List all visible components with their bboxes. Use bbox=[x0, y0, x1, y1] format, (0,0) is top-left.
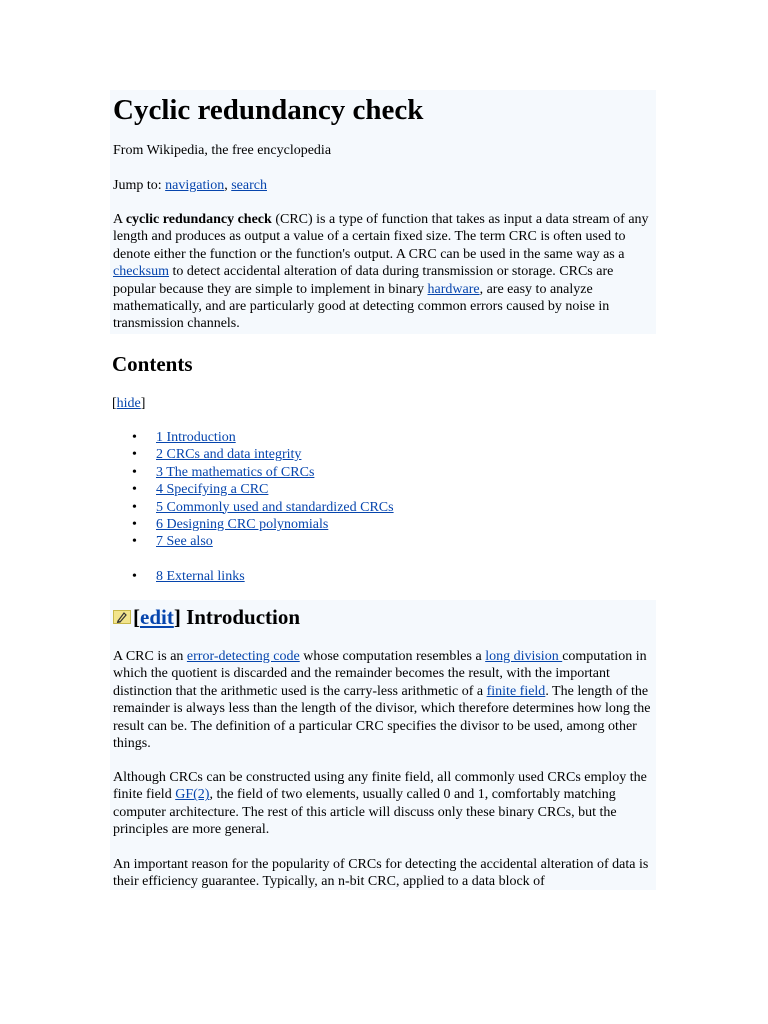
toc-item bbox=[113, 516, 394, 533]
toc-item bbox=[113, 499, 394, 516]
toc-link-external-links[interactable]: 8 External links bbox=[156, 568, 245, 584]
p1-text-3: computation in which the quotient is discarded and the remainder becomes the result, with the important distinction that the arithmetic used is the carry-less arithmetic of a bbox=[113, 649, 647, 699]
contents-toggle bbox=[112, 395, 145, 412]
section-title: Introduction bbox=[180, 605, 301, 629]
bullet-icon: • bbox=[132, 499, 137, 515]
bullet-icon: • bbox=[132, 464, 137, 480]
introduction-heading bbox=[113, 603, 300, 631]
intro-text-1: A bbox=[113, 212, 126, 227]
navigation-link[interactable]: navigation bbox=[165, 178, 225, 193]
search-link[interactable]: search bbox=[231, 178, 267, 193]
edit-section-link[interactable]: edit bbox=[140, 605, 174, 629]
site-subtitle: From Wikipedia, the free encyclopedia bbox=[113, 143, 332, 158]
toc-item bbox=[113, 446, 394, 463]
toc-item bbox=[113, 533, 394, 550]
intro-bold-term: cyclic redundancy check bbox=[125, 212, 272, 227]
p1-text-2: whose computation resembles a bbox=[299, 649, 486, 664]
jump-to-links bbox=[113, 177, 267, 194]
toc-link-designing[interactable]: 6 Designing CRC polynomials bbox=[156, 516, 329, 532]
bullet-icon: • bbox=[132, 447, 137, 463]
page-title: Cyclic redundancy check bbox=[113, 94, 424, 126]
intro-paragraph bbox=[113, 211, 658, 333]
introduction-paragraph-1 bbox=[113, 648, 658, 752]
jump-prefix: Jump to: bbox=[113, 178, 166, 193]
toc-link-mathematics[interactable]: 3 The mathematics of CRCs bbox=[156, 464, 315, 480]
finite-field-link[interactable]: finite field bbox=[486, 683, 546, 699]
introduction-paragraph-2 bbox=[113, 769, 658, 839]
gf2-link[interactable]: GF(2) bbox=[175, 787, 210, 803]
long-division-link[interactable]: long division bbox=[485, 649, 563, 664]
edit-icon[interactable] bbox=[113, 610, 131, 624]
checksum-link[interactable]: checksum bbox=[113, 264, 169, 280]
bullet-icon: • bbox=[132, 516, 137, 532]
toc-link-data-integrity[interactable]: 2 CRCs and data integrity bbox=[156, 447, 302, 463]
toc-item bbox=[113, 429, 394, 446]
table-of-contents bbox=[113, 429, 394, 585]
p2-text-1: Although CRCs can be constructed using any finite field, all commonly used CRCs employ the finite field bbox=[113, 770, 647, 803]
bullet-icon: • bbox=[132, 482, 137, 498]
toc-item bbox=[113, 464, 394, 481]
intro-text-4: , are easy to analyze mathematically, and are particularly good at detecting common errors caused by noise in transmission channels. bbox=[113, 281, 610, 332]
p1-text-1: A CRC is an bbox=[113, 649, 187, 664]
toc-link-specifying[interactable]: 4 Specifying a CRC bbox=[156, 482, 269, 498]
toggle-open-bracket: [ bbox=[112, 396, 117, 411]
error-detecting-code-link[interactable]: error-detecting code bbox=[186, 649, 300, 664]
bullet-icon: • bbox=[132, 568, 137, 584]
contents-heading: Contents bbox=[112, 352, 193, 376]
bullet-icon: • bbox=[132, 534, 137, 550]
toc-link-introduction[interactable]: 1 Introduction bbox=[156, 430, 236, 445]
edit-open-bracket: [ bbox=[133, 605, 140, 629]
intro-text-2: (CRC) is a type of function that takes as input a data stream of any length and produces as output a value of a certain fixed size. The term CRC is often used to denote either the function or the function's output. A CRC can be used in the same way as a bbox=[113, 212, 649, 262]
toc-item bbox=[113, 481, 394, 498]
toggle-close-bracket: ] bbox=[140, 396, 146, 411]
edit-close-bracket: ] bbox=[173, 605, 181, 629]
p1-text-4: . The length of the remainder is always less than the length of the divisor, which therefore determines how long the result can be. The definition of a particular CRC specifies the divisor to be used, among other things. bbox=[113, 683, 651, 752]
toc-link-see-also[interactable]: 7 See also bbox=[156, 534, 213, 550]
hide-toc-link[interactable]: hide bbox=[116, 396, 141, 411]
introduction-paragraph-3: An important reason for the popularity of CRCs for detecting the accidental alteration of data is their efficiency guarantee. Typically, an n-bit CRC, applied to a data block of bbox=[113, 857, 649, 890]
toc-item bbox=[113, 568, 394, 585]
bullet-icon: • bbox=[132, 430, 137, 445]
hardware-link[interactable]: hardware bbox=[427, 281, 480, 297]
toc-link-standardized[interactable]: 5 Commonly used and standardized CRCs bbox=[156, 499, 394, 515]
intro-text-3: to detect accidental alteration of data during transmission or storage. CRCs are popular because they are simple to implement in binary bbox=[113, 264, 614, 297]
p2-text-2: , the field of two elements, usually called 0 and 1, comfortably matching computer architecture. The rest of this article will discuss only these binary CRCs, but the principles are more general. bbox=[113, 787, 617, 838]
jump-separator: , bbox=[224, 178, 232, 193]
